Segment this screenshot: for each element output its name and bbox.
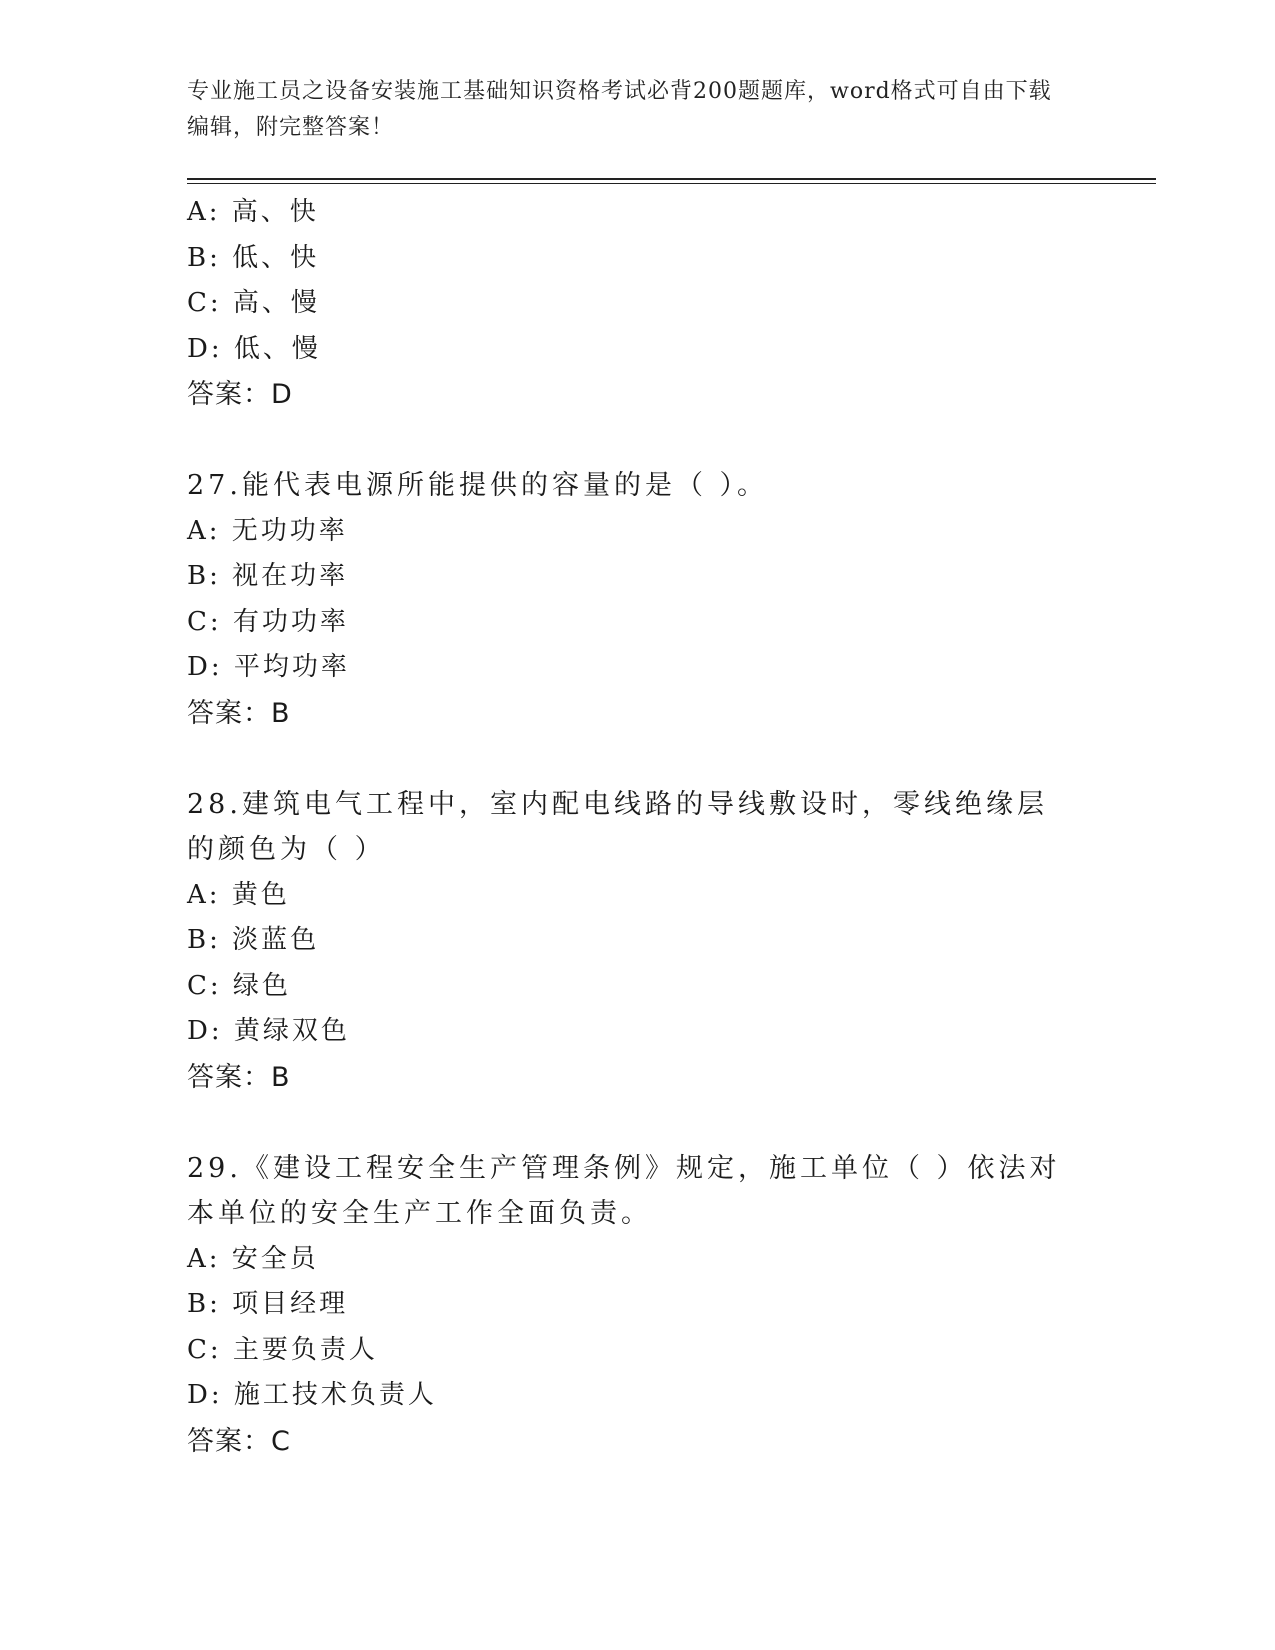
option-b: B: 视在功率 [187, 561, 349, 591]
option-d: D: 低、慢 [187, 333, 321, 364]
spacer [187, 418, 1087, 464]
option-d: D: 施工技术负责人 [187, 1380, 437, 1410]
option-a: A: 高、快 [187, 197, 319, 227]
question-stem: 28.建筑电气工程中，室内配电线路的导线敷设时，零线绝缘层的颜色为（ ） [187, 788, 1048, 865]
option-b: B: 项目经理 [187, 1289, 349, 1319]
option-c: C: 有功功率 [187, 606, 349, 637]
option-b: B: 淡蓝色 [187, 925, 320, 955]
answer-line: 答案：B [187, 697, 291, 729]
option-b: B: 低、快 [187, 242, 320, 273]
option-a: A: 无功功率 [187, 515, 348, 546]
answer-line: 答案：C [187, 1425, 291, 1457]
option-c: C: 主要负责人 [187, 1334, 378, 1365]
question-stem: 29.《建设工程安全生产管理条例》规定，施工单位（ ）依法对本单位的安全生产工作全面负责。 [187, 1152, 1061, 1229]
option-d: D: 平均功率 [187, 652, 350, 682]
spacer [187, 736, 1087, 782]
header-divider-thin [187, 183, 1156, 184]
question-stem: 27.能代表电源所能提供的容量的是（ ）。 [187, 470, 769, 501]
option-d: D: 黄绿双色 [187, 1016, 350, 1046]
option-c: C: 绿色 [187, 970, 291, 1001]
answer-line: 答案：B [187, 1061, 291, 1093]
option-a: A: 黄色 [187, 879, 290, 910]
document-header: 专业施工员之设备安装施工基础知识资格考试必背200题题库，word格式可自由下载编辑，附完整答案！ [187, 79, 1052, 140]
question-block-27 [187, 463, 1087, 736]
header-divider-thick [187, 178, 1156, 180]
option-c: C: 高、慢 [187, 288, 320, 318]
question-block-29 [187, 1146, 1087, 1465]
spacer [187, 1100, 1087, 1146]
question-block-28 [187, 782, 1087, 1101]
question-block-prev [187, 190, 1087, 418]
answer-line: 答案：D [187, 379, 293, 410]
option-a: A: 安全员 [187, 1243, 319, 1274]
question-list [187, 190, 1087, 1464]
